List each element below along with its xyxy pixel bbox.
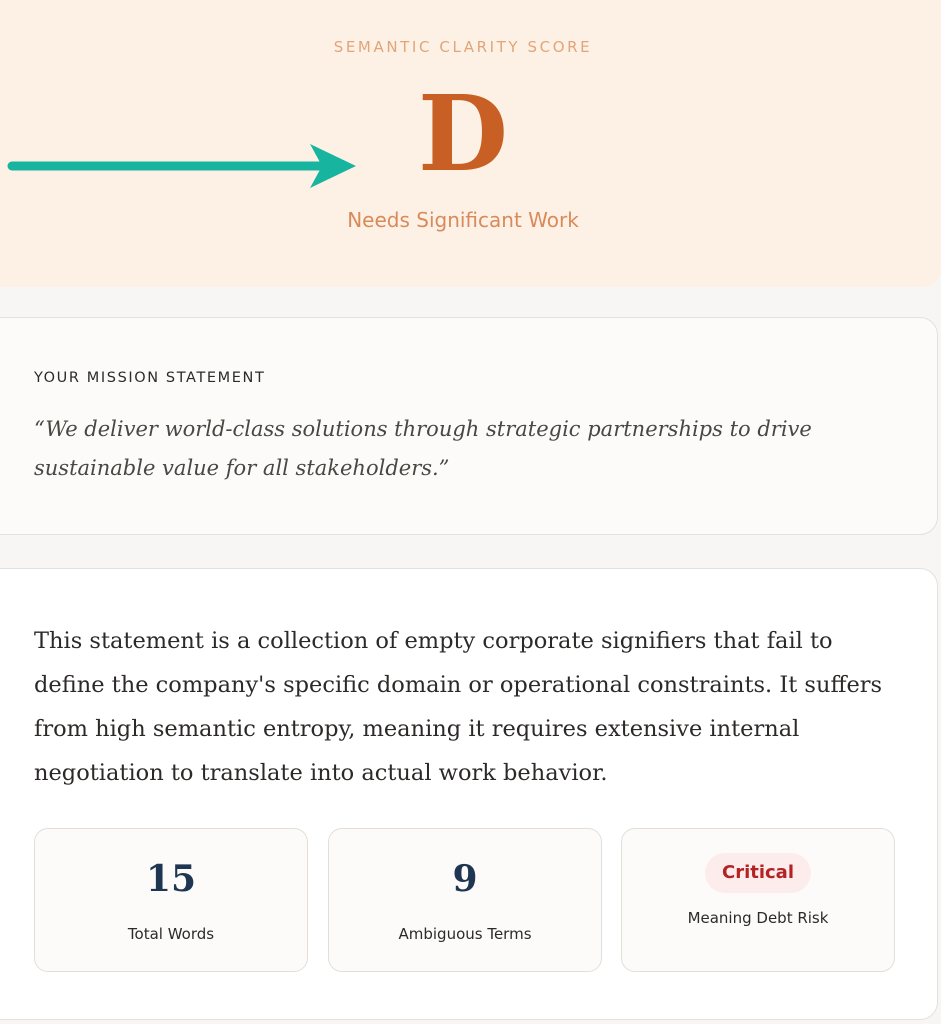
grade-letter: D [417, 72, 509, 195]
stat-value: 15 [145, 858, 197, 900]
mission-statement-card [0, 317, 938, 535]
mission-quote: “We deliver world-class solutions through strategic partnerships to drive sustainable value for all stakeholders.” [34, 417, 812, 480]
stat-label: Total Words [127, 925, 215, 943]
stat-meaning-debt-risk [621, 828, 895, 972]
analysis-text: This statement is a collection of empty corporate signifiers that fail to define the company's specific domain or operational constraints. It suffers from high semantic entropy, meaning it requires extensive internal negotiation to translate into actual work behavior. [34, 628, 883, 786]
stat-ambiguous-terms [328, 828, 602, 972]
stat-label: Ambiguous Terms [398, 925, 532, 943]
risk-badge: Critical [705, 853, 811, 893]
mission-heading: YOUR MISSION STATEMENT [34, 370, 266, 386]
stat-total-words [34, 828, 308, 972]
score-panel [0, 0, 941, 287]
grade-verdict: Needs Significant Work [347, 208, 579, 232]
analysis-card [0, 568, 938, 1020]
stat-value: 9 [452, 858, 478, 900]
pointer-arrow-icon [0, 140, 370, 196]
stat-label: Meaning Debt Risk [687, 909, 829, 927]
score-label: SEMANTIC CLARITY SCORE [333, 38, 593, 56]
